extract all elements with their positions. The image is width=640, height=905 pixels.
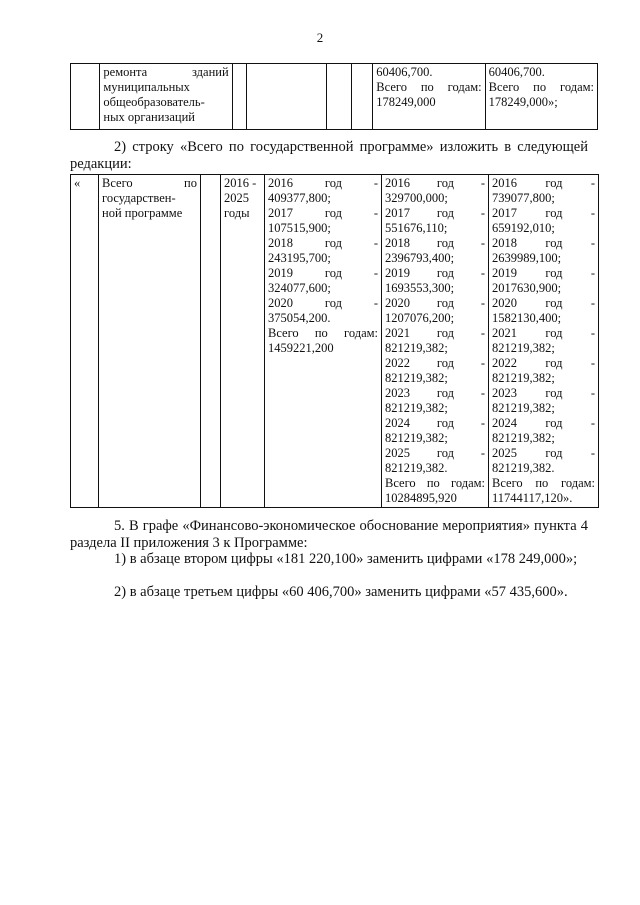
cell-line: 2639989,100; xyxy=(492,251,562,265)
cell-line: 60406,700. xyxy=(488,65,545,79)
cell-line: Всего по годам: xyxy=(268,326,378,340)
cell-line: 2025 год - xyxy=(492,446,595,460)
cell-line: 2016 год - xyxy=(385,176,485,190)
cell-line: 2025 xyxy=(224,191,249,205)
cell-line: 2017 год - xyxy=(385,206,485,220)
cell-line: 2017630,900; xyxy=(492,281,562,295)
cell-line: Всего по годам: xyxy=(385,476,485,490)
cell-line: 2020 год - xyxy=(385,296,485,310)
cell-line: 2024 год - xyxy=(492,416,595,430)
cell-line: 2023 год - xyxy=(492,386,595,400)
funding-cell xyxy=(265,175,382,508)
cell-line: 2018 год - xyxy=(492,236,595,250)
cell-line: 1582130,400; xyxy=(492,311,562,325)
cell-line: муниципальных xyxy=(103,80,190,94)
cell-line: общеобразователь- xyxy=(103,95,205,109)
cell-line: 821219,382. xyxy=(385,461,448,475)
cell-line: 2022 год - xyxy=(385,356,485,370)
cell-line: 2018 год - xyxy=(385,236,485,250)
cell-line: 2021 год - xyxy=(492,326,595,340)
cell-line: 60406,700. xyxy=(376,65,433,79)
cell-line: 1459221,200 xyxy=(268,341,334,355)
cell-line: Всего по годам: xyxy=(492,476,595,490)
table-continuation xyxy=(70,63,598,130)
cell-line: 1693553,300; xyxy=(385,281,455,295)
cell-line: ных организаций xyxy=(103,110,195,124)
table-program-total xyxy=(70,174,599,508)
funding-cell xyxy=(382,175,489,508)
cell-line: 2020 год - xyxy=(268,296,378,310)
period-cell xyxy=(221,175,265,508)
cell-line: ремонта зданий xyxy=(103,65,229,79)
cell-line: 2020 год - xyxy=(492,296,595,310)
cell-line: 739077,800; xyxy=(492,191,555,205)
cell-line: 2019 год - xyxy=(492,266,595,280)
cell-line: 107515,900; xyxy=(268,221,331,235)
amend-paragraph: 2) строку «Всего по государственной программе» изложить в следующей редакции: xyxy=(70,139,588,172)
cell-line: 2016 год - xyxy=(268,176,378,190)
cell-line: 178249,000»; xyxy=(488,95,558,109)
funding-cell xyxy=(373,64,485,130)
cell-line: 2017 год - xyxy=(492,206,595,220)
cell-line: 329700,000; xyxy=(385,191,448,205)
funding-cell xyxy=(489,175,599,508)
cell-line: 2018 год - xyxy=(268,236,378,250)
cell-line: 821219,382; xyxy=(385,371,448,385)
paragraph-5: 5. В графе «Финансово-экономическое обоснование мероприятия» пункта 4 раздела II приложения 3 к Программе: xyxy=(70,518,588,551)
cell-line: 2019 год - xyxy=(268,266,378,280)
cell-line: Всего по годам: xyxy=(488,80,594,94)
cell-line: 11744117,120». xyxy=(492,491,573,505)
cell-line: Всего по xyxy=(102,176,197,190)
row-name xyxy=(99,175,201,508)
cell-line: Всего по годам: xyxy=(376,80,482,94)
cell-line: 2023 год - xyxy=(385,386,485,400)
cell-line: 2022 год - xyxy=(492,356,595,370)
cell-line: 2016 год - xyxy=(492,176,595,190)
paragraph-5-2: 2) в абзаце третьем цифры «60 406,700» заменить цифрами «57 435,600». xyxy=(114,584,568,600)
cell-line: 2025 год - xyxy=(385,446,485,460)
cell-line: 821219,382; xyxy=(385,401,448,415)
cell-line: годы xyxy=(224,206,250,220)
cell-line: 10284895,920 xyxy=(385,491,457,505)
cell-line: 821219,382; xyxy=(492,371,555,385)
cell-line: 178249,000 xyxy=(376,95,436,109)
cell-line: 2396793,400; xyxy=(385,251,455,265)
table-row xyxy=(71,64,598,130)
cell-line: 2017 год - xyxy=(268,206,378,220)
cell-line: государствен- xyxy=(102,191,176,205)
cell-line: 821219,382; xyxy=(492,341,555,355)
cell-line: 821219,382; xyxy=(385,431,448,445)
cell-line: 821219,382; xyxy=(492,401,555,415)
cell-line: 324077,600; xyxy=(268,281,331,295)
table-row xyxy=(71,175,599,508)
cell-line: 409377,800; xyxy=(268,191,331,205)
cell-line: 821219,382; xyxy=(492,431,555,445)
row-name xyxy=(100,64,232,130)
cell-line: 2024 год - xyxy=(385,416,485,430)
funding-cell xyxy=(485,64,597,130)
cell-line: 2021 год - xyxy=(385,326,485,340)
cell-line: ной программе xyxy=(102,206,183,220)
cell-line: 821219,382. xyxy=(492,461,555,475)
cell-line: 2019 год - xyxy=(385,266,485,280)
cell-line: 2016 - xyxy=(224,176,257,190)
cell-line: 551676,110; xyxy=(385,221,448,235)
cell-line: 375054,200. xyxy=(268,311,331,325)
page-number: 2 xyxy=(316,30,324,45)
cell-line: 1207076,200; xyxy=(385,311,455,325)
opening-quote: « xyxy=(71,175,99,508)
cell-line: 243195,700; xyxy=(268,251,331,265)
cell-line: 821219,382; xyxy=(385,341,448,355)
cell-line: 659192,010; xyxy=(492,221,555,235)
paragraph-5-1: 1) в абзаце втором цифры «181 220,100» заменить цифрами «178 249,000»; xyxy=(114,551,578,567)
